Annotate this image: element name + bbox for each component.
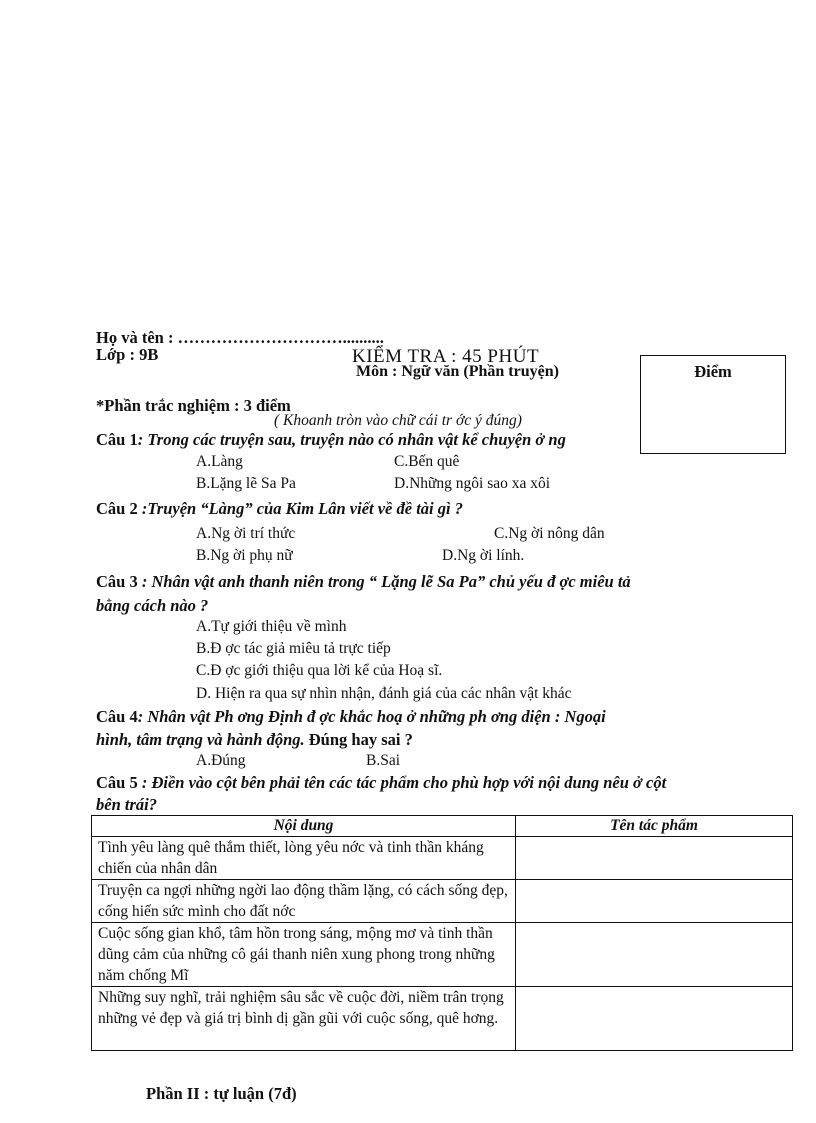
table-cell-answer[interactable]	[516, 880, 793, 923]
question-4-label: Câu 4	[96, 707, 138, 726]
question-3-label: Câu 3	[96, 572, 138, 591]
question-3-text-line1: : Nhân vật anh thanh niên trong “ Lặng lẽ Sa Pa” chủ yếu đ ợc miêu tả	[137, 572, 631, 591]
table-row	[92, 837, 793, 880]
class-label: Lớp : 9B	[96, 345, 159, 364]
question-5	[96, 773, 666, 793]
table-cell-content: Những suy nghĩ, trải nghiệm sâu sắc về cuộc đời, niềm trân trọng những vẻ đẹp và giá trị bình dị gần gũi với cuộc sống, quê hơng.	[92, 987, 516, 1051]
question-5-text-line2: bên trái?	[96, 795, 157, 814]
table-row	[92, 987, 793, 1051]
q1-option-b: B.Lặng lẽ Sa Pa	[196, 475, 296, 492]
score-box	[640, 355, 786, 454]
subject-label: Môn : Ngữ văn (Phần truyện)	[356, 363, 559, 380]
question-1-text: : Trong các truyện sau, truyện nào có nhân vật kể chuyện ở ng	[137, 430, 566, 449]
question-4-text-line2: hình, tâm trạng và hành động.	[96, 730, 305, 749]
exam-title: KIỂM TRA : 45 PHÚT	[352, 346, 540, 367]
score-label: Điểm	[694, 362, 732, 381]
table-cell-content: Truyện ca ngợi những ngời lao động thầm lặng, có cách sống đẹp, cống hiến sức mình cho đất nớc	[92, 880, 516, 923]
name-field-label: Họ và tên : …………………………..........	[96, 328, 384, 347]
question-1-label: Câu 1	[96, 430, 138, 449]
q1-option-c: C.Bến quê	[394, 453, 460, 470]
part1-instruction: ( Khoanh tròn vào chữ cái tr ớc ý đúng)	[274, 412, 522, 429]
part2-title: Phần II : tự luận (7đ)	[146, 1084, 297, 1103]
question-5-text-line1: : Điền vào cột bên phải tên các tác phẩm cho phù hợp với nội dung nêu ở cột	[141, 773, 667, 792]
question-2	[96, 499, 463, 519]
q3-option-b: B.Đ ợc tác giả miêu tả trực tiếp	[196, 640, 391, 657]
question-4	[96, 707, 606, 727]
matching-table	[91, 815, 793, 1051]
question-2-text: :Truyện “Làng” của Kim Lân viết về đề tài gì ?	[137, 499, 463, 518]
question-3	[96, 572, 631, 592]
q4-option-a: A.Đúng	[196, 752, 246, 769]
question-4-line2	[96, 730, 413, 750]
q2-option-b: B.Ng ời phụ nữ	[196, 547, 293, 564]
q1-option-d: D.Những ngôi sao xa xôi	[394, 475, 551, 492]
table-cell-answer[interactable]	[516, 923, 793, 987]
q3-option-d: D. Hiện ra qua sự nhìn nhận, đánh giá của các nhân vật khác	[196, 685, 572, 702]
table-row	[92, 880, 793, 923]
table-cell-content: Cuộc sống gian khổ, tâm hồn trong sáng, mộng mơ và tinh thần dũng cảm của những cô gái thanh niên xung phong trong những năm chống Mĩ	[92, 923, 516, 987]
q1-option-a: A.Làng	[196, 453, 243, 470]
table-cell-answer[interactable]	[516, 987, 793, 1051]
question-4-text-line1: : Nhân vật Ph ơng Định đ ợc khắc hoạ ở những ph ơng diện : Ngoại	[137, 707, 606, 726]
question-1	[96, 430, 640, 450]
part1-title: *Phần trắc nghiệm : 3 điểm	[96, 396, 291, 415]
q2-option-d: D.Ng ời lính.	[442, 547, 525, 564]
table-header-row	[92, 816, 793, 837]
table-cell-answer[interactable]	[516, 837, 793, 880]
question-4-text-tail: Đúng hay sai ?	[304, 730, 413, 749]
table-header-content: Nội dung	[92, 816, 516, 837]
question-5-label: Câu 5	[96, 773, 138, 792]
table-row	[92, 923, 793, 987]
q3-option-a: A.Tự giới thiệu về mình	[196, 618, 347, 635]
table-header-work-title: Tên tác phẩm	[516, 816, 793, 837]
q4-option-b: B.Sai	[366, 752, 401, 769]
q3-option-c: C.Đ ợc giới thiệu qua lời kể của Hoạ sĩ.	[196, 662, 443, 679]
q2-option-c: C.Ng ời nông dân	[494, 525, 605, 542]
table-cell-content: Tình yêu làng quê thắm thiết, lòng yêu nớc và tinh thần kháng chiến của nhân dân	[92, 837, 516, 880]
question-3-text-line2: bằng cách nào ?	[96, 596, 209, 615]
q2-option-a: A.Ng ời trí thức	[196, 525, 296, 542]
question-2-label: Câu 2	[96, 499, 138, 518]
